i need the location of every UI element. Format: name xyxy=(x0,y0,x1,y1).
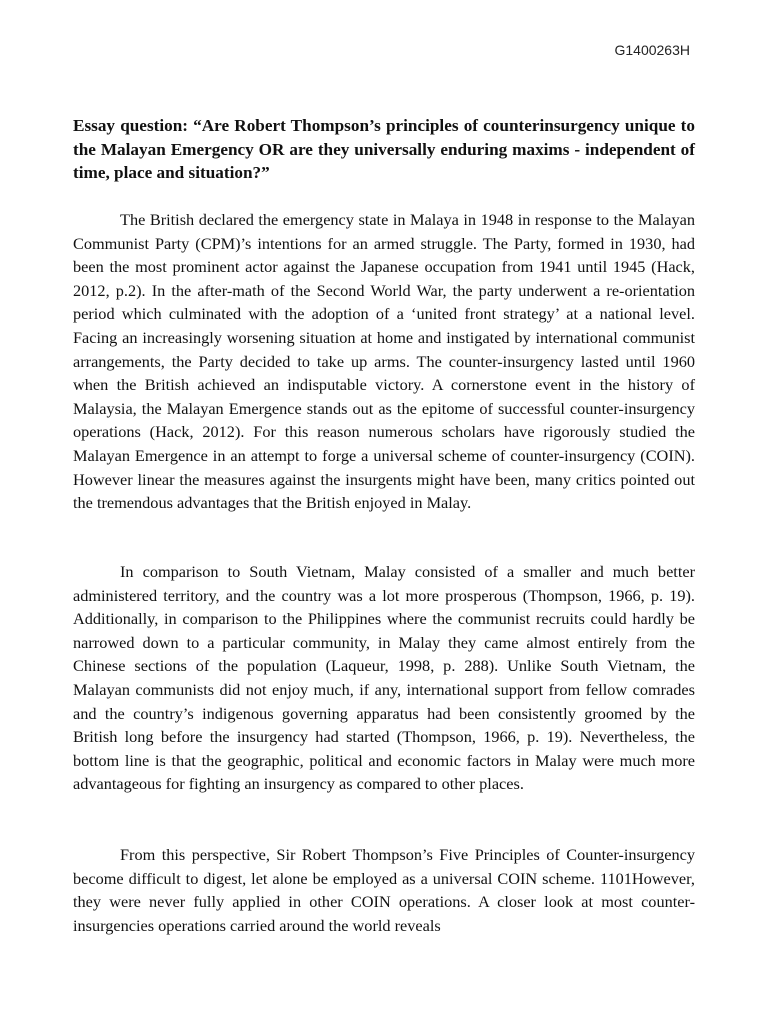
paragraph-1: The British declared the emergency state in Malaya in 1948 in response to the Malayan Communist Party (CPM)’s intentions for an armed struggle. The Party, formed in 1930, had been the most prominent actor against the Japanese occupation from 1941 until 1945 (Hack, 2012, p.2). In the after-math of the Second World War, the party underwent a re-orientation period which culminated with the adoption of a ‘united front strategy’ at a national level. Facing an increasingly worsening situation at home and instigated by international communist arrangements, the Party decided to take up arms. The counter-insurgency lasted until 1960 when the British achieved an indisputable victory. A cornerstone event in the history of Malaysia, the Malayan Emergence stands out as the epitome of successful counter-insurgency operations (Hack, 2012). For this reason numerous scholars have rigorously studied the Malayan Emergence in an attempt to forge a universal scheme of counter-insurgency (COIN). However linear the measures against the insurgents might have been, many critics pointed out the tremendous advantages that the British enjoyed in Malay. xyxy=(73,210,695,513)
student-id: G1400263H xyxy=(614,42,690,58)
paragraph-2: In comparison to South Vietnam, Malay consisted of a smaller and much better administered territory, and the country was a lot more prosperous (Thompson, 1966, p. 19). Additionally, in comparison to the Philippines where the communist recruits could hardly be narrowed down to a particular community, in Malay they came almost entirely from the Chinese sections of the population (Laqueur, 1998, p. 288). Unlike South Vietnam, the Malayan communists did not enjoy much, if any, international support from fellow comrades and the country’s indigenous governing apparatus had been consistently groomed by the British long before the insurgency had started (Thompson, 1966, p. 19). Nevertheless, the bottom line is that the geographic, political and economic factors in Malay were much more advantageous for fighting an insurgency as compared to other places. xyxy=(73,562,695,794)
paragraph-3: From this perspective, Sir Robert Thompson’s Five Principles of Counter-insurgency become difficult to digest, let alone be employed as a universal COIN scheme. 1101However, they were never fully applied in other COIN operations. A closer look at most counter-insurgencies operations carried around the world reveals xyxy=(73,845,695,935)
essay-question: Essay question: “Are Robert Thompson’s principles of counterinsurgency unique to the Malayan Emergency OR are they universally enduring maxims - independent of time, place and situation?” xyxy=(73,116,695,183)
